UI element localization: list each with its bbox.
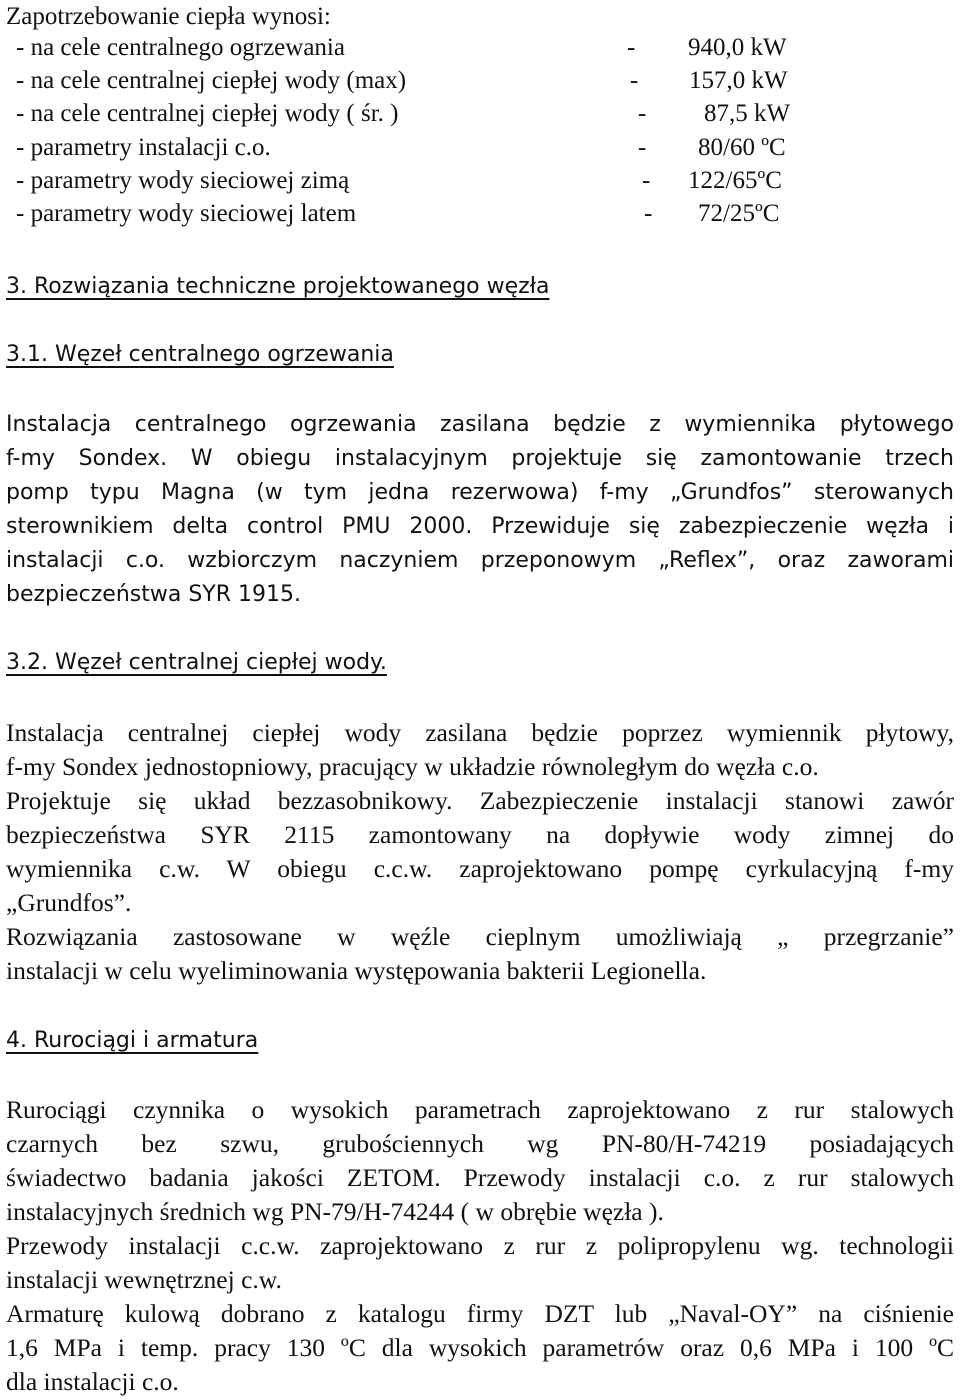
paragraph-line: f-my Sondex jednostopniowy, pracujący w układzie równoległym do węzła c.o. — [6, 752, 819, 781]
paragraph-line: bezpieczeństwa SYR 2115 zamontowany na dopływie wody zimnej do — [6, 820, 954, 849]
spec-value: 80/60 ºC — [698, 134, 786, 161]
spec-item — [16, 133, 816, 163]
paragraph-line: instalacyjnych średnich wg PN-79/H-74244 ( w obrębie węzła ). — [6, 1197, 664, 1226]
paragraph-line: Armaturę kulową dobrano z katalogu firmy DZT lub „Naval-OY” na ciśnienie — [6, 1299, 954, 1328]
spec-value: 157,0 kW — [689, 67, 788, 94]
paragraph-line: świadectwo badania jakości ZETOM. Przewody instalacji c.o. z rur stalowych — [6, 1163, 954, 1192]
paragraph-line: Projektuje się układ bezzasobnikowy. Zabezpieczenie instalacji stanowi zawór — [6, 786, 954, 815]
spec-label: - parametry instalacji c.o. — [16, 134, 271, 161]
spec-label: - na cele centralnej ciepłej wody (max) — [16, 67, 407, 94]
section-3-2-heading: 3.2. Węzeł centralnej ciepłej wody. — [6, 650, 387, 675]
section-4-paragraph — [6, 1093, 954, 1399]
spec-label: - parametry wody sieciowej latem — [16, 200, 357, 227]
spec-label: - na cele centralnego ogrzewania — [16, 34, 345, 61]
spec-dash: - — [642, 167, 651, 194]
paragraph-line: sterownikiem delta control PMU 2000. Przewiduje się zabezpieczenie węzła i — [6, 514, 954, 539]
paragraph-line: wymiennika c.w. W obiegu c.c.w. zaprojektowano pompę cyrkulacyjną f-my — [6, 854, 954, 883]
spec-value: 940,0 kW — [688, 34, 787, 61]
paragraph-line: czarnych bez szwu, grubościennych wg PN-80/H-74219 posiadających — [6, 1129, 954, 1158]
spec-item — [16, 199, 816, 229]
spec-label: - na cele centralnej ciepłej wody ( śr. ) — [16, 100, 399, 127]
spec-dash: - — [627, 34, 636, 61]
spec-value: 72/25ºC — [698, 200, 780, 227]
spec-dash: - — [644, 200, 653, 227]
paragraph-line: bezpieczeństwa SYR 1915. — [6, 582, 302, 607]
spec-item — [16, 66, 816, 96]
spec-dash: - — [638, 100, 647, 127]
paragraph-line: 1,6 MPa i temp. pracy 130 ºC dla wysokich parametrów oraz 0,6 MPa i 100 ºC — [6, 1333, 954, 1362]
section-3-heading: 3. Rozwiązania techniczne projektowanego węzła — [6, 274, 550, 299]
paragraph-line: dla instalacji c.o. — [6, 1367, 179, 1396]
spec-value: 87,5 kW — [704, 100, 791, 127]
spec-label: - parametry wody sieciowej zimą — [16, 167, 350, 194]
section-3-1-paragraph — [6, 408, 954, 612]
paragraph-line: Rozwiązania zastosowane w węźle cieplnym umożliwiają „ przegrzanie” — [6, 922, 954, 951]
paragraph-line: instalacji w celu wyeliminowania występowania bakterii Legionella. — [6, 956, 707, 985]
paragraph-line: Rurociągi czynnika o wysokich parametrach zaprojektowano z rur stalowych — [6, 1095, 954, 1124]
heat-demand-intro: Zapotrzebowanie ciepła wynosi: — [6, 3, 331, 30]
paragraph-line: f-my Sondex. W obiegu instalacyjnym projektuje się zamontowanie trzech — [6, 446, 954, 471]
section-3-1-heading: 3.1. Węzeł centralnego ogrzewania — [6, 342, 394, 367]
spec-item — [16, 166, 816, 196]
paragraph-line: instalacji wewnętrznej c.w. — [6, 1265, 282, 1294]
spec-dash: - — [630, 67, 639, 94]
paragraph-line: Instalacja centralnej ciepłej wody zasilana będzie poprzez wymiennik płytowy, — [6, 718, 954, 747]
section-4-heading: 4. Rurociągi i armatura — [6, 1028, 259, 1053]
spec-value: 122/65ºC — [688, 167, 782, 194]
paragraph-line: Przewody instalacji c.c.w. zaprojektowano z rur z polipropylenu wg. technologii — [6, 1231, 954, 1260]
section-3-2-paragraph — [6, 716, 954, 988]
spec-item — [16, 33, 816, 63]
paragraph-line: instalacji c.o. wzbiorczym naczyniem przeponowym „Reflex”, oraz zaworami — [6, 548, 954, 573]
spec-dash: - — [638, 134, 647, 161]
paragraph-line: pomp typu Magna (w tym jedna rezerwowa) f-my „Grundfos” sterowanych — [6, 480, 954, 505]
spec-item — [16, 99, 816, 129]
paragraph-line: Instalacja centralnego ogrzewania zasilana będzie z wymiennika płytowego — [6, 412, 954, 437]
paragraph-line: „Grundfos”. — [6, 888, 132, 917]
